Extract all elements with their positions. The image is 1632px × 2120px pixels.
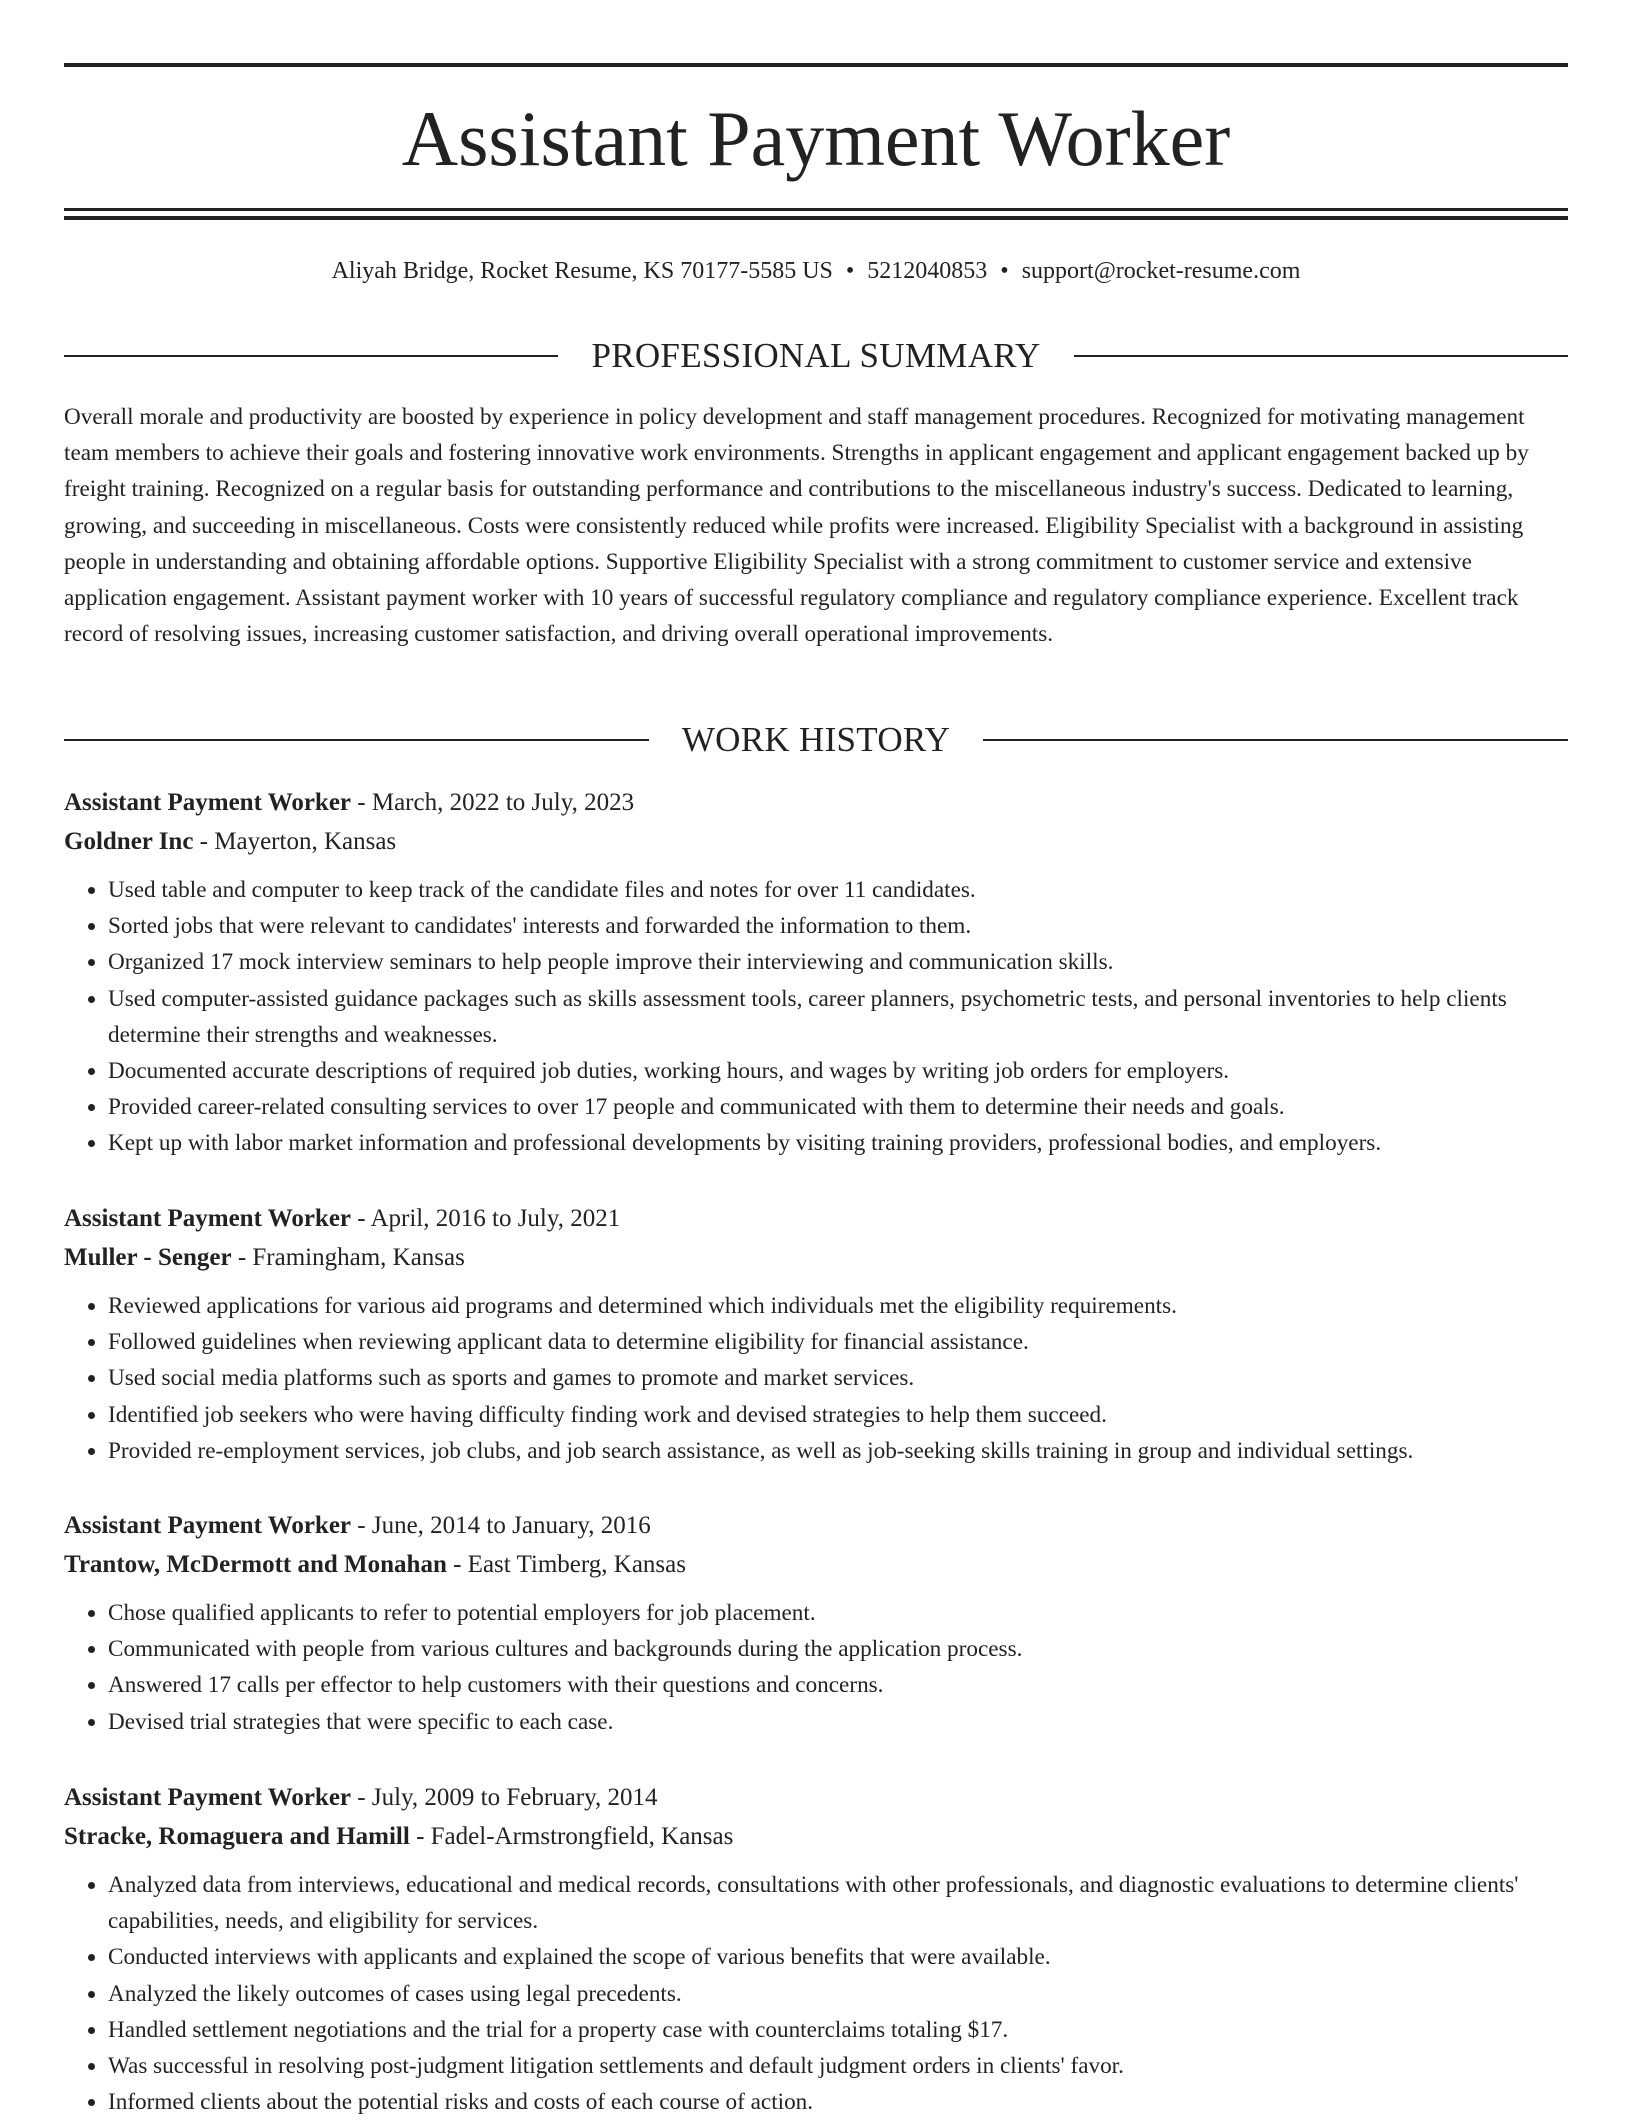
- job-entry: [64, 784, 1568, 1162]
- job-bullet: • Informed clients about the potential risks and costs of each course of action.: [108, 2084, 1568, 2120]
- title-rule-upper: [64, 208, 1568, 211]
- job-bullet: • Communicated with people from various cultures and backgrounds during the application process.: [108, 1631, 1568, 1667]
- heading-rule-right: [1074, 355, 1568, 357]
- job-bullet: • Answered 17 calls per effector to help customers with their questions and concerns.: [108, 1667, 1568, 1703]
- work-history-heading-label: WORK HISTORY: [681, 720, 951, 759]
- job-bullet: • Provided re-employment services, job clubs, and job search assistance, as well as job-seeking skills training in group and individual settings.: [108, 1433, 1568, 1469]
- job-dates: - June, 2014 to January, 2016: [351, 1512, 651, 1539]
- job-company: Stracke, Romaguera and Hamill: [64, 1823, 410, 1850]
- heading-rule-right: [983, 739, 1568, 741]
- job-bullet: • Analyzed the likely outcomes of cases using legal precedents.: [108, 1976, 1568, 2012]
- job-bullet: • Used computer-assisted guidance packages such as skills assessment tools, career planners, psychometric tests, and personal inventories to help clients determine their strengths and weaknesses.: [108, 981, 1568, 1053]
- contact-address: Aliyah Bridge, Rocket Resume, KS 70177-5585 US: [331, 258, 833, 284]
- job-bullet: • Conducted interviews with applicants and explained the scope of various benefits that were available.: [108, 1939, 1568, 1975]
- job-dates: - April, 2016 to July, 2021: [351, 1205, 621, 1232]
- job-bullet: • Used social media platforms such as sports and games to promote and market services.: [108, 1360, 1568, 1396]
- job-company-line: [64, 1818, 1568, 1856]
- summary-text: Overall morale and productivity are boosted by experience in policy development and staff management procedures. Recognized for motivating management team members to achieve their goals and fostering innovative work environments. Strengths in applicant engagement and applicant engagement backed up by freight training. Recognized on a regular basis for outstanding performance and contributions to the miscellaneous industry's success. Dedicated to learning, growing, and succeeding in miscellaneous. Costs were consistently reduced while profits were increased. Eligibility Specialist with a background in assisting people in understanding and obtaining affordable options. Supportive Eligibility Specialist with a strong commitment to customer service and extensive application engagement. Assistant payment worker with 10 years of successful regulatory compliance and regulatory compliance experience. Excellent track record of resolving issues, increasing customer satisfaction, and driving overall operational improvements.: [64, 404, 1529, 648]
- job-bullet: • Was successful in resolving post-judgment litigation settlements and default judgment orders in clients' favor.: [108, 2048, 1568, 2084]
- job-location: - Framingham, Kansas: [231, 1244, 465, 1271]
- summary-heading-label: PROFESSIONAL SUMMARY: [591, 336, 1041, 375]
- job-title-line: [64, 1200, 1568, 1238]
- job-bullet: • Provided career-related consulting services to over 17 people and communicated with them to determine their needs and goals.: [108, 1089, 1568, 1125]
- job-entry: [64, 1779, 1568, 2120]
- job-title-line: [64, 784, 1568, 822]
- resume-title: Assistant Payment Worker: [401, 95, 1231, 182]
- job-bullet: • Sorted jobs that were relevant to candidates' interests and forwarded the information to them.: [108, 908, 1568, 944]
- summary-heading: [64, 334, 1568, 378]
- job-bullet: • Documented accurate descriptions of required job duties, working hours, and wages by writing job orders for employers.: [108, 1053, 1568, 1089]
- job-company: Muller - Senger: [64, 1244, 232, 1271]
- job-company-line: [64, 1239, 1568, 1277]
- job-title: Assistant Payment Worker: [64, 1512, 352, 1539]
- job-dates: - March, 2022 to July, 2023: [351, 789, 635, 816]
- job-bullet: • Kept up with labor market information and professional developments by visiting training providers, professional bodies, and employers.: [108, 1125, 1568, 1161]
- job-bullet: • Organized 17 mock interview seminars to help people improve their interviewing and communication skills.: [108, 944, 1568, 980]
- job-location: - Mayerton, Kansas: [193, 828, 397, 855]
- job-dates: - July, 2009 to February, 2014: [351, 1784, 658, 1811]
- job-company-line: [64, 823, 1568, 861]
- title-rule-lower: [64, 216, 1568, 220]
- job-title: Assistant Payment Worker: [64, 1205, 352, 1232]
- job-bullet: • Reviewed applications for various aid programs and determined which individuals met the eligibility requirements.: [108, 1288, 1568, 1324]
- job-bullet: • Followed guidelines when reviewing applicant data to determine eligibility for financial assistance.: [108, 1324, 1568, 1360]
- heading-rule-left: [64, 355, 558, 357]
- heading-rule-left: [64, 739, 649, 741]
- job-bullet: • Analyzed data from interviews, educational and medical records, consultations with other professionals, and diagnostic evaluations to determine clients' capabilities, needs, and eligibility for services.: [108, 1867, 1568, 1939]
- job-bullets: [64, 1595, 1568, 1740]
- contact-separator: •: [1000, 258, 1009, 284]
- job-bullet: • Handled settlement negotiations and the trial for a property case with counterclaims totaling $17.: [108, 2012, 1568, 2048]
- job-bullet: • Identified job seekers who were having difficulty finding work and devised strategies to help them succeed.: [108, 1397, 1568, 1433]
- job-bullet: • Devised trial strategies that were specific to each case.: [108, 1704, 1568, 1740]
- work-history-heading: [64, 718, 1568, 762]
- job-company-line: [64, 1546, 1568, 1584]
- contact-line: [64, 255, 1568, 287]
- job-location: - East Timberg, Kansas: [446, 1551, 686, 1578]
- job-location: - Fadel-Armstrongfield, Kansas: [409, 1823, 734, 1850]
- job-bullet: • Chose qualified applicants to refer to potential employers for job placement.: [108, 1595, 1568, 1631]
- job-bullets: [64, 872, 1568, 1162]
- contact-phone: 5212040853: [867, 258, 988, 284]
- job-bullets: [64, 1867, 1568, 2120]
- job-company: Goldner Inc: [64, 828, 194, 855]
- contact-email: support@rocket-resume.com: [1021, 258, 1301, 284]
- job-title-line: [64, 1779, 1568, 1817]
- job-bullets: [64, 1288, 1568, 1469]
- job-title: Assistant Payment Worker: [64, 1784, 352, 1811]
- job-title-line: [64, 1507, 1568, 1545]
- contact-separator: •: [845, 258, 855, 284]
- job-company: Trantow, McDermott and Monahan: [64, 1551, 447, 1578]
- job-entry: [64, 1200, 1568, 1469]
- job-entry: [64, 1507, 1568, 1740]
- job-bullet: • Used table and computer to keep track of the candidate files and notes for over 11 candidates.: [108, 872, 1568, 908]
- top-rule: [64, 63, 1568, 67]
- job-title: Assistant Payment Worker: [64, 789, 352, 816]
